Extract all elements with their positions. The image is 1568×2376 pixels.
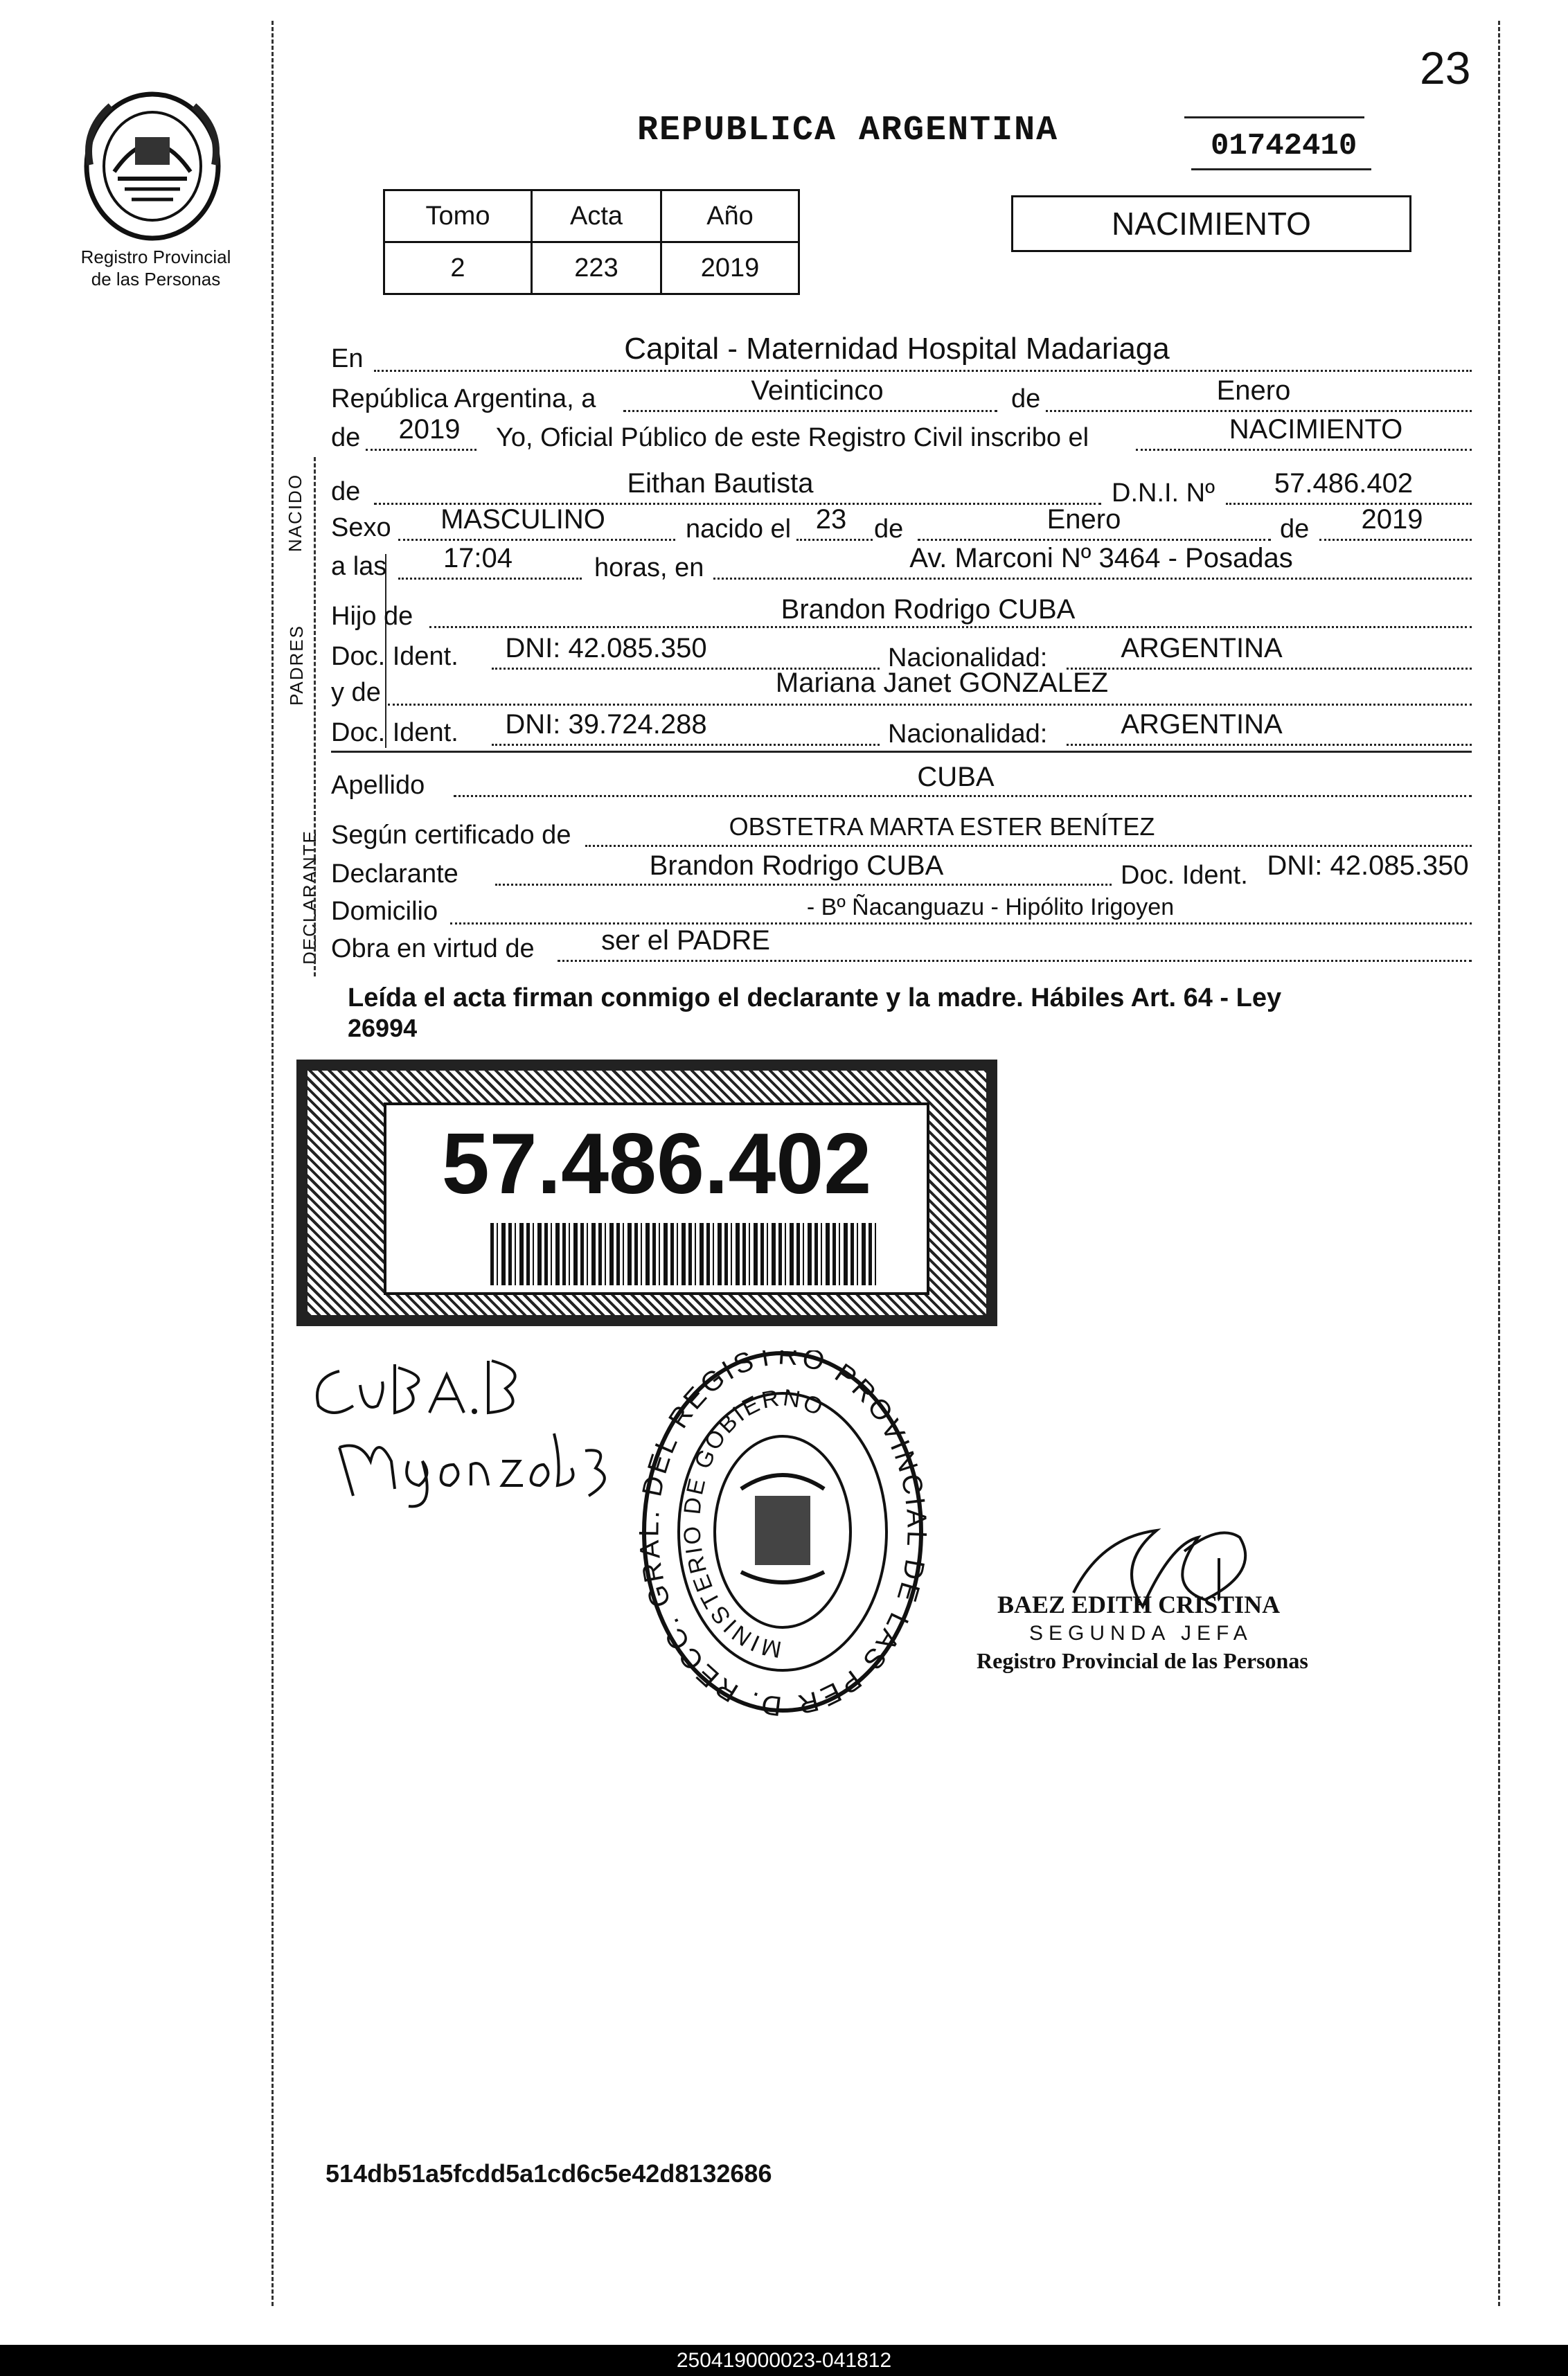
label-sexo: Sexo <box>331 513 391 542</box>
value-domicilio: - Bº Ñacanguazu - Hipólito Irigoyen <box>806 894 1175 920</box>
dotted-line <box>374 370 1472 372</box>
dotted-line <box>492 744 880 746</box>
label-apellido: Apellido <box>331 771 425 800</box>
value-padre-dni: DNI: 42.085.350 <box>505 633 707 663</box>
official-seal <box>637 1350 928 1724</box>
handwriting-cuba-icon <box>305 1350 526 1427</box>
dotted-line <box>366 449 476 451</box>
label-horas-en: horas, en <box>594 553 704 582</box>
handwritten-signature-father <box>305 1350 526 1430</box>
label-nacionalidad-madre: Nacionalidad: <box>888 720 1048 749</box>
label-doc-ident-declarante: Doc. Ident. <box>1121 861 1248 890</box>
serial-box <box>1177 111 1371 173</box>
dni-stamp-number: 57.486.402 <box>441 1116 872 1212</box>
value-mes: Enero <box>1216 375 1291 406</box>
dotted-line <box>398 539 675 541</box>
value-anio-inscripcion: 2019 <box>398 414 461 445</box>
value-madre: Mariana Janet GONZALEZ <box>775 668 1109 698</box>
label-doc-ident-madre: Doc. Ident. <box>331 718 458 747</box>
dotted-line <box>713 578 1472 580</box>
value-tomo: 2 <box>384 242 532 294</box>
side-label-nacido: NACIDO <box>285 473 306 553</box>
value-nombre: Eithan Bautista <box>627 468 814 499</box>
note-line-2: 26994 <box>348 1014 418 1042</box>
value-padre: Brandon Rodrigo CUBA <box>781 594 1076 625</box>
value-nacido-mes: Enero <box>1046 504 1121 535</box>
label-a-las: a las <box>331 552 387 581</box>
label-obra-en-virtud: Obra en virtud de <box>331 934 535 963</box>
label-nacido-el: nacido el <box>686 515 792 544</box>
document-type-box <box>1011 195 1411 252</box>
side-label-padres: PADRES <box>286 625 307 706</box>
dotted-line <box>429 626 1472 628</box>
value-padre-nacionalidad: ARGENTINA <box>1121 633 1283 663</box>
label-de: de <box>1011 384 1041 413</box>
dotted-line <box>454 795 1472 797</box>
province-seal-icon <box>76 89 229 248</box>
dotted-line <box>1136 449 1472 451</box>
dotted-line <box>558 960 1472 962</box>
record-table-header <box>384 190 799 242</box>
signature-name: BAEZ EDITH CRISTINA <box>997 1591 1281 1618</box>
binder-mark-left <box>271 21 274 2306</box>
value-declarante-dni: DNI: 42.085.350 <box>1267 850 1469 881</box>
header-anio: Año <box>661 190 799 242</box>
registry-caption-2: de las Personas <box>91 269 221 289</box>
registry-logo <box>76 89 229 248</box>
dotted-line <box>1067 744 1472 746</box>
note-line-1: Leída el acta firman conmigo el declarante y la madre. Hábiles Art. 64 - Ley <box>348 983 1282 1012</box>
side-label-declarante: DECLARANTE <box>299 830 320 965</box>
barcode-icon <box>490 1223 878 1285</box>
label-domicilio: Domicilio <box>331 897 438 926</box>
serial-number: 01742410 <box>1211 129 1357 163</box>
label-doc-ident-padre: Doc. Ident. <box>331 642 458 671</box>
handwriting-gonzalez-icon <box>332 1420 623 1510</box>
value-acta: 223 <box>532 242 661 294</box>
dni-stamp-inner <box>384 1102 929 1295</box>
footer-bar <box>0 2345 1568 2376</box>
page-number: 23 <box>1420 42 1471 93</box>
dotted-line <box>398 578 582 580</box>
value-sexo: MASCULINO <box>440 504 605 535</box>
label-nacido-de1: de <box>874 515 904 544</box>
label-segun-certificado: Según certificado de <box>331 821 571 850</box>
label-en: En <box>331 344 364 373</box>
seal-inner-text: MINISTERIO DE GOBIERNO <box>679 1384 829 1663</box>
header-acta: Acta <box>532 190 661 242</box>
dotted-line <box>623 410 997 412</box>
dotted-line <box>1319 539 1472 541</box>
value-declarante: Brandon Rodrigo CUBA <box>649 850 944 881</box>
value-certificado: OBSTETRA MARTA ESTER BENÍTEZ <box>729 812 1155 841</box>
label-nacionalidad-padre: Nacionalidad: <box>888 643 1048 672</box>
value-lugar-inscripcion: Capital - Maternidad Hospital Madariaga <box>624 332 1170 366</box>
header-tomo: Tomo <box>384 190 532 242</box>
value-nacido-anio: 2019 <box>1361 504 1423 535</box>
label-dni: D.N.I. Nº <box>1112 479 1215 508</box>
value-apellido: CUBA <box>917 762 995 792</box>
document-hash: 514db51a5fcdd5a1cd6c5e42d8132686 <box>326 2159 772 2188</box>
handwritten-signature-mother <box>332 1420 623 1513</box>
document-type-label: NACIMIENTO <box>1112 206 1311 242</box>
value-madre-nacionalidad: ARGENTINA <box>1121 709 1283 740</box>
footer-code: 250419000023-041812 <box>676 2348 892 2372</box>
label-republica: República Argentina, a <box>331 384 596 413</box>
dotted-line <box>388 704 1472 706</box>
signature-role: SEGUNDA JEFA <box>1029 1622 1253 1645</box>
value-dia-letras: Veinticinco <box>751 375 884 406</box>
record-table-values <box>384 242 799 294</box>
value-acto: NACIMIENTO <box>1229 414 1403 445</box>
label-nacido-de: de <box>331 477 361 506</box>
label-nacido-de2: de <box>1280 515 1310 544</box>
label-oficial: Yo, Oficial Público de este Registro Civil inscribo el <box>496 423 1089 452</box>
section-divider <box>314 457 316 976</box>
official-seal-icon <box>637 1350 928 1724</box>
label-declarante: Declarante <box>331 859 458 888</box>
value-anio: 2019 <box>661 242 799 294</box>
value-nacido-dia: 23 <box>815 504 847 535</box>
seal-outer-text: D. RECC. GR . DEL REGISTRO PROVINCI DE LAS PER <box>637 1350 928 1722</box>
registry-caption-1: Registro Provincial <box>80 247 231 267</box>
label-de-anio: de <box>331 423 361 452</box>
header-title: REPUBLICA ARGENTINA <box>637 111 1059 150</box>
dni-stamp <box>296 1060 997 1326</box>
dotted-line <box>495 884 1112 886</box>
section-rule <box>331 751 1472 753</box>
value-lugar-nacimiento: Av. Marconi Nº 3464 - Posadas <box>909 543 1293 573</box>
value-dni: 57.486.402 <box>1274 468 1414 499</box>
label-y-de: y de <box>331 678 381 707</box>
value-madre-dni: DNI: 39.724.288 <box>505 709 707 740</box>
value-obra: ser el PADRE <box>601 925 770 956</box>
dotted-line <box>585 845 1472 847</box>
dotted-line <box>1046 410 1472 412</box>
signature-office: Registro Provincial de las Personas <box>977 1648 1308 1673</box>
dotted-line <box>450 922 1472 925</box>
binder-mark-right <box>1498 21 1500 2306</box>
dotted-line <box>918 539 1271 541</box>
value-hora: 17:04 <box>443 543 513 573</box>
dotted-line <box>796 539 873 541</box>
record-table <box>383 189 800 295</box>
label-hijo-de: Hijo de <box>331 602 413 631</box>
